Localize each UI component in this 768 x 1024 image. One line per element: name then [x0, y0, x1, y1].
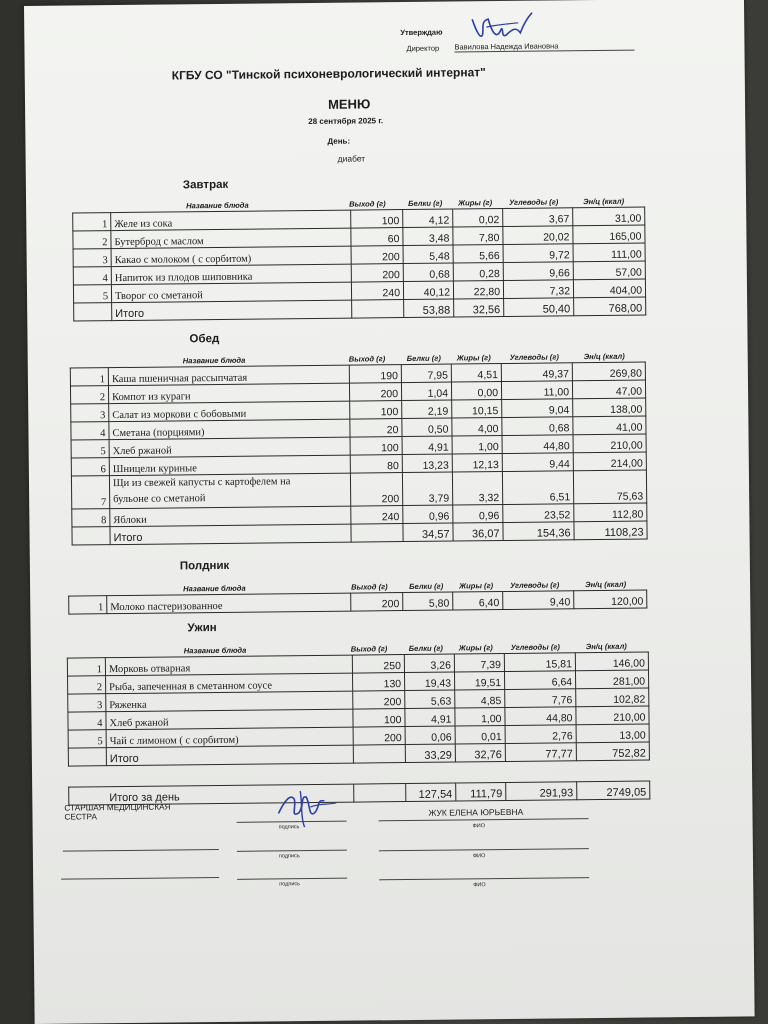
row-number: 4 — [71, 422, 109, 440]
dish-protein: 13,23 — [402, 454, 452, 473]
fio-line — [379, 818, 589, 821]
dish-carbs: 23,52 — [503, 504, 574, 523]
fio-line — [379, 848, 589, 851]
lunch-title: Обед — [189, 332, 220, 346]
dish-output: 200 — [350, 473, 402, 507]
dish-output: 60 — [351, 228, 403, 247]
dish-energy: 210,00 — [576, 706, 649, 725]
dish-fat: 4,51 — [451, 364, 501, 383]
signature-line — [237, 850, 347, 852]
dish-output: 200 — [353, 727, 405, 746]
signature-caption: подпись — [278, 853, 300, 860]
dish-name: Молоко пастеризованное — [107, 593, 351, 614]
dish-energy: 120,00 — [574, 590, 647, 609]
dish-protein: 0,96 — [403, 505, 453, 524]
row-number: 3 — [73, 249, 111, 267]
dish-carbs: 0,68 — [502, 417, 573, 436]
director-signature-icon — [466, 9, 536, 46]
dish-carbs: 9,44 — [502, 453, 573, 472]
dish-fat: 7,39 — [454, 654, 504, 673]
dish-protein: 0,68 — [403, 263, 453, 282]
signature-caption: подпись — [278, 824, 300, 831]
dish-output: 200 — [353, 691, 405, 710]
dish-name: Каша пшеничная рассыпчатая — [108, 365, 349, 386]
dish-name-line2: бульоне со сметаной — [113, 493, 206, 506]
dish-name: Яблоки — [110, 506, 351, 527]
dish-carbs: 9,72 — [503, 244, 573, 263]
row-number: 4 — [73, 267, 111, 285]
day-total-protein: 127,54 — [406, 783, 456, 802]
col-fat-header: Жиры (г) — [458, 643, 493, 653]
col-fat-header: Жиры (г) — [456, 353, 491, 363]
day-total-energy: 2749,05 — [577, 781, 650, 800]
dish-energy: 31,00 — [573, 207, 645, 226]
dish-energy: 13,00 — [576, 724, 649, 743]
dish-name: Шницели куриные — [109, 455, 350, 476]
col-name-header: Название блюда — [183, 645, 247, 656]
dish-fat: 19,51 — [454, 672, 504, 691]
dish-name: Хлеб ржаной — [106, 709, 353, 730]
dish-fat: 0,01 — [455, 726, 505, 745]
dish-energy: 404,00 — [573, 279, 645, 298]
row-number: 2 — [68, 676, 106, 694]
dish-energy: 165,00 — [573, 225, 645, 244]
dish-energy: 269,80 — [572, 362, 645, 381]
dish-fat: 0,28 — [453, 262, 503, 281]
dish-carbs: 9,04 — [502, 399, 573, 418]
fio-caption: ФИО — [472, 823, 486, 830]
dish-output: 240 — [351, 282, 403, 301]
col-output-header: Выход (г) — [351, 582, 388, 592]
dish-name: Творог со сметаной — [111, 282, 351, 303]
day-total-fat: 111,79 — [456, 782, 506, 801]
dish-carbs: 6,51 — [502, 471, 573, 505]
col-output-header: Выход (г) — [350, 644, 388, 654]
day-value: диабет — [337, 153, 366, 164]
dish-fat: 0,02 — [453, 208, 503, 227]
dinner-title: Ужин — [187, 622, 217, 635]
dish-protein: 4,91 — [405, 708, 455, 727]
dish-name: Компот из кураги — [108, 383, 349, 404]
dish-protein: 7,95 — [401, 364, 451, 383]
dish-energy: 112,80 — [574, 503, 647, 522]
total-label: Итого — [110, 524, 351, 545]
breakfast-title: Завтрак — [182, 178, 229, 192]
dish-energy: 75,63 — [573, 470, 646, 504]
dish-output: 200 — [351, 593, 403, 612]
total-energy: 1108,23 — [574, 521, 647, 540]
dish-fat: 0,96 — [453, 505, 503, 524]
row-number: 4 — [68, 712, 106, 730]
dish-name: Рыба, запеченная в сметанном соусе — [106, 673, 353, 694]
dish-output: 130 — [353, 673, 405, 692]
col-energy-header: Эн/ц (ккал) — [583, 351, 625, 362]
dish-energy: 281,00 — [575, 670, 648, 689]
role-line — [63, 849, 219, 852]
dish-carbs: 49,37 — [501, 363, 572, 382]
row-number: 1 — [69, 596, 107, 614]
dish-output: 100 — [351, 210, 403, 229]
dish-fat: 10,15 — [452, 400, 502, 419]
dish-fat: 7,80 — [453, 226, 503, 245]
row-number: 2 — [70, 386, 108, 404]
row-number: 3 — [71, 404, 109, 422]
col-output-header: Выход (г) — [349, 199, 386, 209]
col-energy-header: Эн/ц (ккал) — [585, 641, 627, 652]
dish-output: 200 — [351, 246, 403, 265]
approval-name: Вавилова Надежда Ивановна — [454, 41, 634, 53]
col-output-header: Выход (г) — [348, 354, 386, 364]
dish-name: Какао с молоком ( с сорбитом) — [111, 246, 351, 267]
dish-carbs: 15,81 — [504, 653, 575, 672]
dish-output: 80 — [350, 455, 402, 474]
dish-name: Бутерброд с маслом — [111, 228, 351, 249]
dish-name: Чай с лимоном ( с сорбитом) — [106, 727, 353, 748]
signature-caption: подпись — [279, 881, 301, 888]
dish-fat: 1,00 — [452, 436, 502, 455]
dish-protein: 4,12 — [403, 209, 453, 228]
dish-fat: 5,66 — [453, 244, 503, 263]
dish-energy: 41,00 — [573, 416, 646, 435]
total-protein: 53,88 — [404, 299, 454, 318]
signature-line — [237, 878, 347, 880]
dish-protein: 2,19 — [402, 400, 452, 419]
total-fat: 32,56 — [454, 298, 504, 317]
dish-protein: 5,80 — [403, 592, 453, 611]
dish-protein: 1,04 — [401, 382, 451, 401]
day-total-carbs: 291,93 — [506, 782, 577, 801]
nurse-name: ЖУК ЕЛЕНА ЮРЬЕВНА — [428, 806, 524, 818]
dish-name: Морковь отварная — [105, 655, 352, 676]
col-fat-header: Жиры (г) — [459, 581, 494, 591]
fio-caption: ФИО — [473, 882, 486, 889]
dish-output: 250 — [352, 655, 404, 674]
fio-caption: ФИО — [472, 853, 486, 860]
dish-protein: 19,43 — [405, 672, 455, 691]
total-fat: 32,76 — [455, 744, 505, 763]
fio-line — [379, 877, 589, 880]
dish-fat: 1,00 — [455, 708, 505, 727]
dinner-table — [67, 651, 650, 766]
dish-protein: 3,26 — [404, 654, 454, 673]
dish-carbs: 9,40 — [503, 591, 574, 610]
dish-carbs: 7,32 — [503, 280, 573, 299]
total-carbs: 50,40 — [504, 298, 574, 317]
total-label: Итого — [106, 745, 353, 766]
dish-carbs: 2,76 — [505, 725, 576, 744]
row-number: 8 — [72, 509, 110, 527]
dish-output: 20 — [350, 419, 402, 438]
approval-role: Директор — [406, 43, 440, 53]
dish-energy: 111,00 — [573, 243, 645, 262]
dish-protein: 0,06 — [405, 726, 455, 745]
dish-fat: 0,00 — [451, 382, 501, 401]
dish-carbs: 6,64 — [504, 671, 575, 690]
total-protein: 34,57 — [403, 523, 453, 542]
dish-protein: 5,63 — [405, 690, 455, 709]
dish-protein: 3,48 — [403, 227, 453, 246]
dish-name: Желе из сока — [111, 210, 351, 231]
dish-output: 190 — [349, 365, 401, 384]
dish-protein: 0,50 — [402, 418, 452, 437]
dish-carbs: 11,00 — [501, 381, 572, 400]
menu-title: МЕНЮ — [327, 96, 371, 112]
col-protein-header: Белки (г) — [406, 353, 441, 364]
dish-protein: 40,12 — [403, 281, 453, 300]
dish-energy: 57,00 — [573, 261, 645, 280]
row-number: 5 — [68, 730, 106, 748]
snack-title: Полдник — [179, 559, 230, 573]
dish-name: Хлеб ржаной — [109, 437, 350, 458]
row-number: 1 — [67, 658, 105, 676]
total-carbs: 77,77 — [505, 743, 576, 762]
snack-table — [68, 590, 647, 615]
dish-energy: 102,82 — [576, 688, 649, 707]
dish-name-multiline — [109, 473, 350, 509]
dish-name: Салат из моркови с бобовыми — [109, 401, 350, 422]
row-number: 5 — [71, 440, 109, 458]
role-line — [61, 877, 219, 880]
dish-protein: 3,79 — [402, 472, 452, 506]
dish-name: Ряженка — [106, 691, 353, 712]
dish-output: 240 — [351, 506, 403, 525]
col-energy-header: Эн/ц (ккал) — [585, 579, 627, 590]
row-number: 7 — [71, 476, 109, 509]
dish-carbs: 3,67 — [503, 208, 573, 227]
table-row — [69, 590, 647, 614]
row-number: 2 — [73, 231, 111, 249]
dish-protein: 5,48 — [403, 245, 453, 264]
table-row — [71, 470, 646, 509]
day-total-row — [69, 781, 650, 805]
dish-carbs: 44,80 — [502, 435, 573, 454]
col-carbs-header: Углеводы (г) — [509, 352, 559, 362]
col-carbs-header: Углеводы (г) — [510, 580, 560, 590]
day-label: День: — [327, 136, 351, 146]
row-number: 6 — [71, 458, 109, 476]
col-energy-header: Эн/ц (ккал) — [583, 196, 625, 207]
dish-fat: 4,00 — [452, 418, 502, 437]
dish-energy: 146,00 — [575, 652, 648, 671]
organization-title: КГБУ СО "Тинской психоневрологический интернат" — [171, 65, 486, 83]
menu-sheet — [24, 0, 755, 1024]
dish-fat: 4,85 — [455, 690, 505, 709]
dish-energy: 138,00 — [573, 398, 646, 417]
breakfast-table — [72, 207, 646, 322]
row-number: 1 — [73, 213, 111, 231]
dish-fat: 6,40 — [453, 592, 503, 611]
row-number: 5 — [73, 285, 111, 303]
dish-output: 200 — [349, 383, 401, 402]
dish-output: 100 — [350, 401, 402, 420]
nurse-signature-icon — [270, 783, 340, 830]
col-name-header: Название блюда — [182, 355, 246, 366]
dish-name: Напиток из плодов шиповника — [111, 264, 351, 285]
col-protein-header: Белки (г) — [408, 198, 443, 208]
nurse-role: СТАРШАЯ МЕДИЦИНСКАЯ СЕСТРА — [64, 802, 171, 822]
total-fat: 36,07 — [453, 523, 503, 542]
row-number: 1 — [70, 368, 108, 386]
total-carbs: 154,36 — [503, 522, 574, 541]
col-name-header: Название блюда — [186, 200, 249, 211]
dish-carbs: 20,02 — [503, 226, 573, 245]
col-carbs-header: Углеводы (г) — [509, 197, 559, 207]
col-name-header: Название блюда — [183, 583, 246, 594]
dish-protein: 4,91 — [402, 436, 452, 455]
approval-title: Утверждаю — [400, 27, 443, 38]
dish-energy: 210,00 — [573, 434, 646, 453]
dish-name-line1: Щи из свежей капусты с картофелем на — [112, 476, 291, 490]
dish-energy: 47,00 — [572, 380, 645, 399]
menu-date: 28 сентября 2025 г. — [308, 116, 384, 127]
dish-output: 100 — [353, 709, 405, 728]
dish-carbs: 44,80 — [505, 707, 576, 726]
col-fat-header: Жиры (г) — [458, 198, 493, 208]
dish-fat: 3,32 — [452, 472, 502, 506]
col-protein-header: Белки (г) — [408, 643, 443, 654]
row-number: 3 — [68, 694, 106, 712]
dish-carbs: 7,76 — [505, 689, 576, 708]
day-total-label: Итого за день — [69, 784, 354, 805]
total-protein: 33,29 — [405, 744, 455, 763]
col-carbs-header: Углеводы (г) — [510, 642, 560, 652]
dish-name: Сметана (порциями) — [109, 419, 350, 440]
total-label: Итого — [112, 300, 352, 321]
total-energy: 752,82 — [576, 742, 649, 761]
col-protein-header: Белки (г) — [409, 581, 444, 591]
total-energy: 768,00 — [574, 297, 646, 316]
dish-output: 200 — [351, 264, 403, 283]
dish-carbs: 9,66 — [503, 262, 573, 281]
dish-fat: 22,80 — [453, 280, 503, 299]
dish-energy: 214,00 — [573, 452, 646, 471]
lunch-table — [70, 362, 648, 546]
dish-output: 100 — [350, 437, 402, 456]
dish-fat: 12,13 — [452, 454, 502, 473]
